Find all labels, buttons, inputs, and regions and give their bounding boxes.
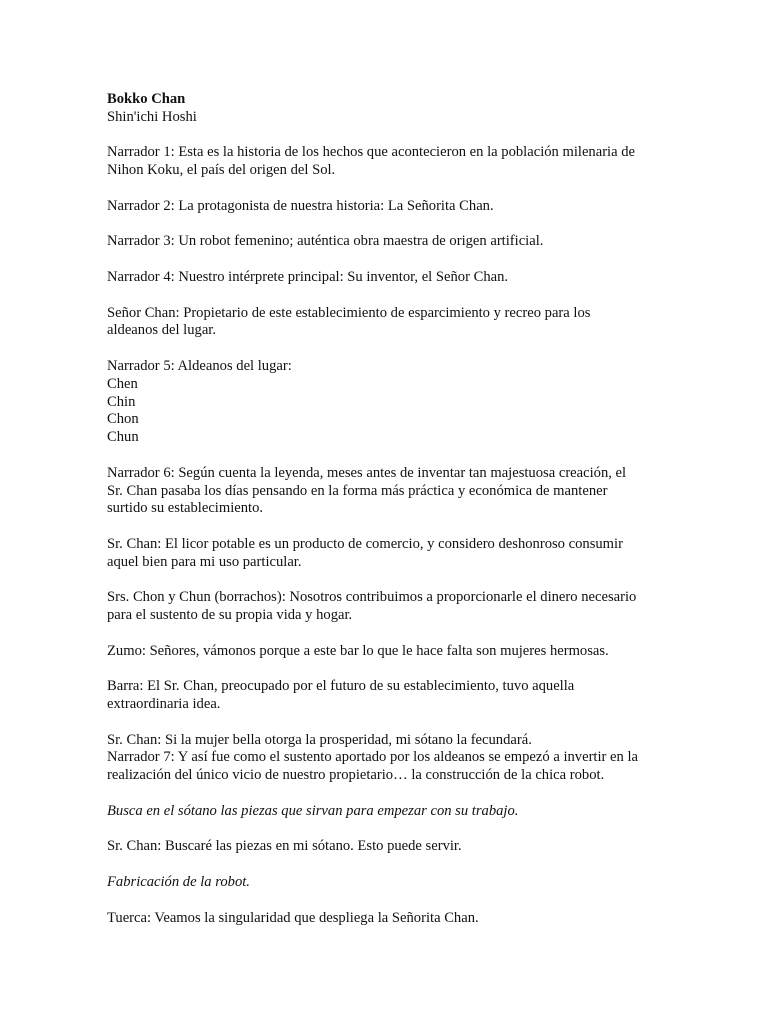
- script-body: [107, 144, 707, 927]
- dialogue-paragraph: [107, 536, 707, 572]
- text-line: Tuerca: Veamos la singularidad que despliega la Señorita Chan.: [107, 909, 479, 926]
- dialogue-paragraph: [107, 305, 707, 341]
- dialogue-paragraph: [107, 643, 707, 661]
- text-line: Chon: [107, 411, 139, 428]
- text-line: Chin: [107, 393, 136, 410]
- text-line: Chen: [107, 375, 138, 392]
- document-title: Bokko Chan: [107, 91, 186, 107]
- dialogue-paragraph: [107, 838, 707, 856]
- text-line: Zumo: Señores, vámonos porque a este bar lo que le hace falta son mujeres hermosas.: [107, 642, 609, 659]
- text-line: Sr. Chan pasaba los días pensando en la forma más práctica y económica de mantener: [107, 482, 608, 499]
- document-page: [107, 91, 707, 927]
- text-line: extraordinaria idea.: [107, 696, 221, 713]
- text-line: Sr. Chan: El licor potable es un producto de comercio, y considero deshonroso consumir: [107, 535, 623, 552]
- text-line: realización del único vicio de nuestro propietario… la construcción de la chica robot.: [107, 767, 605, 784]
- text-line: Narrador 4: Nuestro intérprete principal: Su inventor, el Señor Chan.: [107, 268, 509, 285]
- text-line: Narrador 2: La protagonista de nuestra historia: La Señorita Chan.: [107, 197, 494, 214]
- text-line: Narrador 1: Esta es la historia de los hechos que acontecieron en la población milenaria de: [107, 144, 636, 161]
- text-line: Nihon Koku, el país del origen del Sol.: [107, 162, 336, 179]
- dialogue-paragraph: [107, 198, 707, 216]
- dialogue-paragraph: [107, 233, 707, 251]
- text-line: aquel bien para mi uso particular.: [107, 553, 302, 570]
- text-line: aldeanos del lugar.: [107, 322, 217, 339]
- text-line: Fabricación de la robot.: [107, 874, 250, 891]
- document-author: Shin'ichi Hoshi: [107, 108, 197, 125]
- dialogue-paragraph: [107, 269, 707, 287]
- dialogue-paragraph: [107, 358, 707, 447]
- dialogue-paragraph: [107, 144, 707, 180]
- text-line: Sr. Chan: Buscaré las piezas en mi sótano. Esto puede servir.: [107, 838, 462, 855]
- stage-direction: [107, 874, 707, 892]
- dialogue-paragraph: [107, 589, 707, 625]
- dialogue-paragraph: [107, 678, 707, 714]
- text-line: Narrador 7: Y así fue como el sustento aportado por los aldeanos se empezó a invertir en la: [107, 749, 639, 766]
- title-block: [107, 91, 707, 127]
- dialogue-paragraph: [107, 910, 707, 928]
- text-line: surtido su establecimiento.: [107, 500, 264, 517]
- text-line: Narrador 3: Un robot femenino; auténtica obra maestra de origen artificial.: [107, 233, 544, 250]
- dialogue-paragraph: [107, 732, 707, 785]
- text-line: Busca en el sótano las piezas que sirvan para empezar con su trabajo.: [107, 802, 519, 819]
- text-line: Narrador 6: Según cuenta la leyenda, meses antes de inventar tan majestuosa creación, el: [107, 464, 627, 481]
- text-line: Sr. Chan: Si la mujer bella otorga la prosperidad, mi sótano la fecundará.: [107, 731, 532, 748]
- text-line: Chun: [107, 429, 139, 446]
- dialogue-paragraph: [107, 465, 707, 518]
- text-line: para el sustento de su propia vida y hogar.: [107, 607, 353, 624]
- stage-direction: [107, 803, 707, 821]
- text-line: Narrador 5: Aldeanos del lugar:: [107, 357, 292, 374]
- text-line: Barra: El Sr. Chan, preocupado por el futuro de su establecimiento, tuvo aquella: [107, 678, 575, 695]
- text-line: Señor Chan: Propietario de este establecimiento de esparcimiento y recreo para los: [107, 304, 591, 321]
- text-line: Srs. Chon y Chun (borrachos): Nosotros contribuimos a proporcionarle el dinero necesario: [107, 589, 637, 606]
